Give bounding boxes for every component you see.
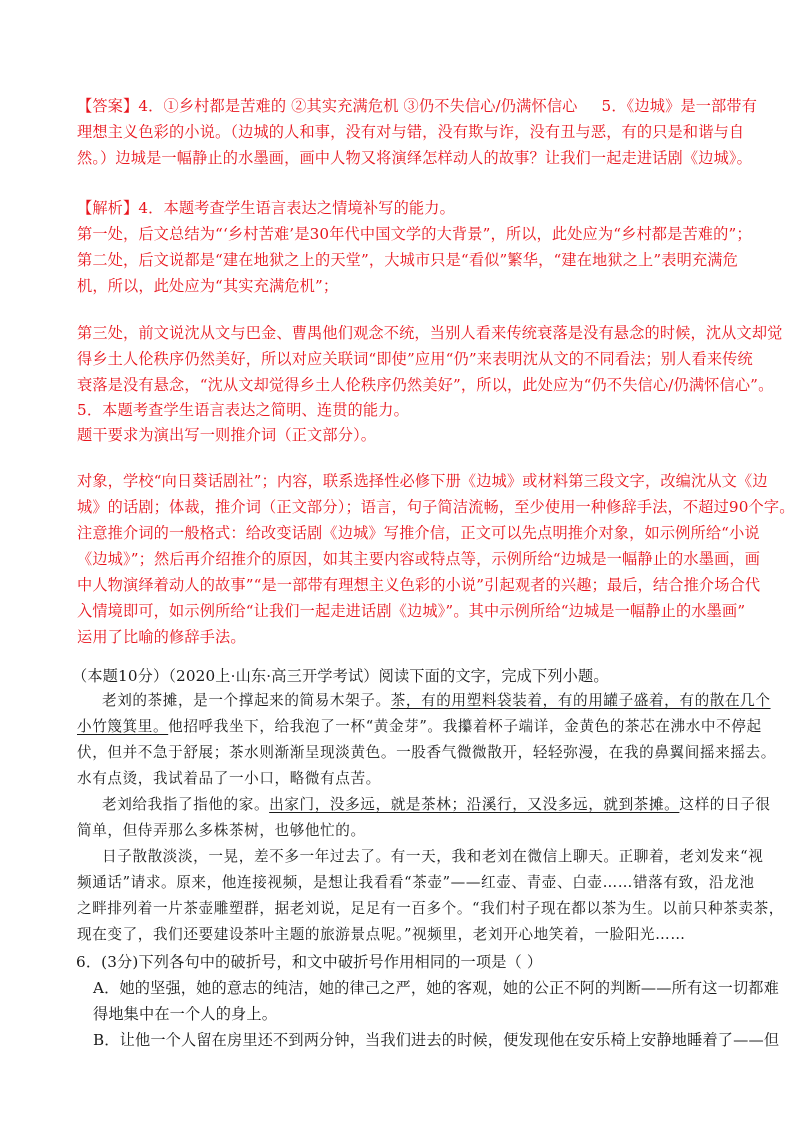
passage-p1-line-3: 伏，但并不急于舒展；茶水则渐渐呈现淡黄色。一股香气微微散开，轻轻弥漫，在我的鼻翼间摇来摇去。: [77, 744, 776, 761]
analysis-line-2: 第一处，后文总结为“‘乡村苦难’是30年代中国文学的大背景”，所以，此处应为“乡村都是苦难的”；: [77, 225, 752, 243]
passage-underlined-tea: 茶，有的用塑料袋装着，有的用罐子盛着，有的散在几个: [390, 692, 771, 709]
analysis-line-11: 城》的话剧；体裁，推介词（正文部分）；语言，句子简洁流畅，至少使用一种修辞手法，不超过90个字。: [77, 498, 795, 516]
passage-p2-line-2: 简单，但侍弄那么多株茶树，也够他忙的。: [77, 822, 366, 839]
passage-p3-line-2: 频通话”请求。原来，他连接视频，是想让我看看“茶壶”——红壶、青壶、白壶……错落有致，沿龙池: [77, 874, 755, 891]
analysis-line-7: 衰落是没有悬念，“沈从文却觉得乡土人伦秩序仍然美好”，所以，此处应为“仍不失信心/仍满怀信心”。: [77, 376, 774, 394]
analysis-line-16: 运用了比喻的修辞手法。: [77, 628, 246, 646]
analysis-line-5: 第三处，前文说沈从文与巴金、曹禺他们观念不统，当别人看来传统衰落是没有悬念的时候，沈从文却觉: [77, 324, 783, 342]
analysis-line-13: 《边城》”；然后再介绍推介的原因，如其主要内容或特点等，示例所给“边城是一幅静止的水墨画，画: [77, 550, 761, 568]
answer-line-3: 然。）边城是一幅静止的水墨画，画中人物又将演绎怎样动人的故事？让我们一起走进话剧《边城》。: [77, 149, 752, 167]
option-b-line-1: B．让他一个人留在房里还不到两分钟，当我们进去的时候，便发现他在安乐椅上安静地睡着了——但: [93, 1031, 780, 1049]
analysis-line-12: 注意推介词的一般格式：给改变话剧《边城》写推介信，正文可以先点明推介对象，如示例所给“小说: [77, 524, 760, 542]
analysis-line-1: 【解析】4．本题考查学生语言表达之情境补写的能力。: [77, 199, 455, 217]
passage-intro: （本题10分）（2020上·山东·高三开学考试）阅读下面的文字，完成下列小题。: [72, 667, 609, 685]
passage-p1-line-1: [102, 690, 771, 712]
analysis-line-9: 题干要求为演出写一则推介词（正文部分）。: [77, 426, 377, 444]
analysis-line-10: 对象，学校“向日葵话剧社”；内容，联系选择性必修下册《边城》或材料第三段文字，改编沈从文《边: [77, 472, 768, 490]
passage-p3-line-1: 日子散散淡淡，一晃，差不多一年过去了。有一天，我和老刘在微信上聊天。正聊着，老刘发来“视: [102, 848, 764, 865]
passage-p1-text-a: 老刘的茶摊，是一个撑起来的简易木架子。: [102, 692, 391, 709]
analysis-line-4: 机，所以，此处应为“其实充满危机”；: [77, 277, 339, 295]
question-stem: 6．(3分)下列各句中的破折号，和文中破折号作用相同的一项是（ ）: [76, 953, 543, 971]
analysis-line-8: 5．本题考查学生语言表达之简明、连贯的能力。: [77, 401, 409, 419]
answer-part-5: 5．《边城》是一部带有: [601, 97, 758, 115]
passage-p2-text-a: 老刘给我指了指他的家。: [102, 796, 270, 813]
option-a-line-1: A．她的坚强，她的意志的纯洁，她的律己之严，她的客观，她的公正不阿的判断——所有这一切都难: [93, 979, 779, 997]
answer-line-1: [77, 95, 757, 117]
analysis-line-14: 中人物演绎着动人的故事”“是一部带有理想主义色彩的小说”引起观者的兴趣；最后，结合推介场合代: [77, 576, 761, 594]
passage-underlined-route: 出家门，没多远，就是茶林；沿溪行，又没多远，就到茶摊。: [269, 796, 680, 813]
passage-p2-line-1: [102, 794, 771, 816]
option-a-line-2: 得地集中在一个人的身上。: [93, 1005, 278, 1023]
analysis-line-15: 入情境即可，如示例所给“让我们一起走进话剧《边城》”。其中示例所给“边城是一幅静止的水墨画”: [77, 602, 746, 620]
passage-p1-line-2: [77, 716, 762, 738]
passage-p1-line-4: 水有点烫，我试着品了一小口，略微有点苦。: [77, 770, 381, 787]
passage-p3-line-4: 现在变了，我们还要建设茶叶主题的旅游景点呢。”视频里，老刘开心地笑着，一脸阳光……: [77, 926, 686, 943]
analysis-line-3: 第二处，后文说都是“建在地狱之上的天堂”，大城市只是“看似”繁华，“建在地狱之上”表明充满危: [77, 251, 738, 269]
passage-p2-text-c: 这样的日子很: [679, 796, 771, 813]
analysis-line-6: 得乡土人伦秩序仍然美好，所以对应关联词“即使”应用“仍”来表明沈从文的不同看法；别人看来传统: [77, 350, 753, 368]
answer-part-4: 【答案】4．①乡村都是苦难的 ②其实充满危机 ③仍不失信心/仍满怀信心: [77, 97, 578, 115]
passage-p1-text-d: 他招呼我坐下，给我泡了一杯“黄金芽”。我攥着杯子端详，金黄色的茶芯在沸水中不停起: [168, 718, 762, 735]
passage-underlined-baskets: 小竹篾箕里。: [77, 718, 169, 735]
answer-line-2: 理想主义色彩的小说。（边城的人和事，没有对与错，没有欺与诈，没有丑与恶，有的只是和谐与自: [77, 123, 745, 141]
passage-p3-line-3: 之畔排列着一片茶壶雕塑群，据老刘说，足足有一百多个。“我们村子现在都以茶为生。以前只种茶卖茶，: [77, 900, 784, 917]
